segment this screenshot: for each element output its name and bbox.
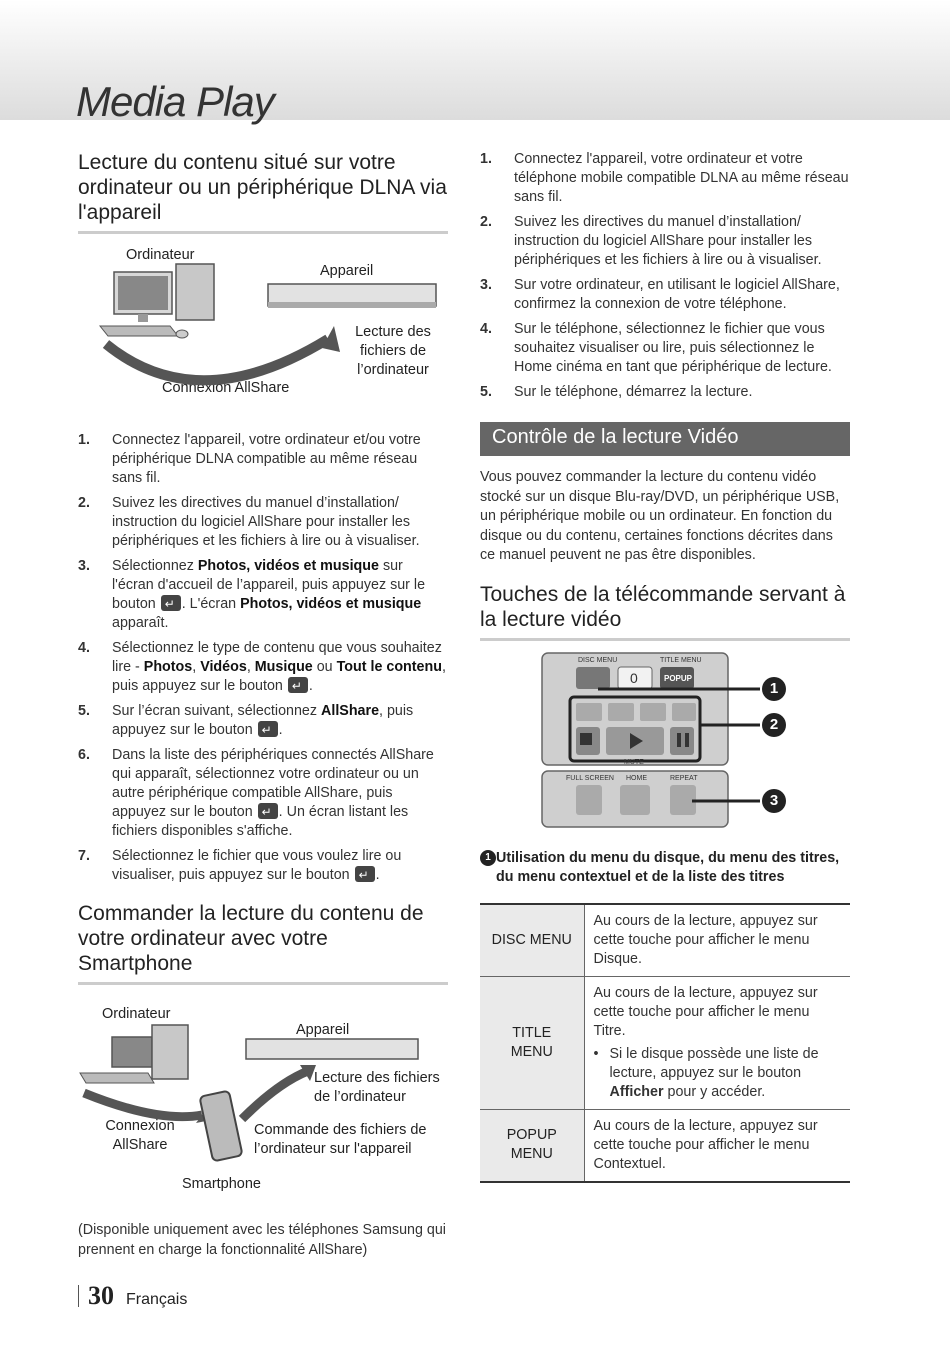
table-value: Au cours de la lecture, appuyez sur cette touche pour afficher le menu Disque. (584, 904, 850, 977)
left-steps-list (78, 431, 448, 885)
diagram-label-connexion: Connexion AllShare (162, 380, 290, 396)
section-title: Lecture du contenu situé sur votre ordinateur ou un périphérique DLNA via l'appareil (78, 150, 448, 234)
diagram-label-lecture: Lecture des fichiers de l’ordinateur (355, 324, 431, 378)
remote-illustration (480, 651, 850, 841)
table-value: Au cours de la lecture, appuyez sur cette touche pour afficher le menu Contextuel. (584, 1109, 850, 1182)
callout-1: 1 (762, 677, 786, 701)
diagram-label-appareil: Appareil (296, 1022, 350, 1038)
availability-note: (Disponible uniquement avec les téléphones Samsung qui prennent en charge la fonctionnalité AllShare) (78, 1222, 446, 1258)
section-banner: Contrôle de la lecture Vidéo (480, 422, 850, 456)
list-item: 4. Sélectionnez le type de contenu que vous souhaitez lire - Photos, Vidéos, Musique ou Tout le contenu, puis appuyez sur le bouton ↵. (78, 639, 448, 696)
list-item: 1. Connectez l'appareil, votre ordinateur et votre téléphone mobile compatible DLNA au même réseau sans fil. (480, 151, 849, 205)
bullet-item: • Si le disque possède une liste de lecture, appuyez sur le bouton Afficher pour y accéder. (593, 1045, 819, 1100)
list-item: 3. Sélectionnez Photos, vidéos et musique sur l'écran d'accueil de l’appareil, puis appuyez sur le bouton ↵. L'écran Photos, vidéos et musique apparaît. (78, 557, 448, 633)
left-column (78, 150, 448, 1260)
skip-forward-button (608, 703, 634, 721)
page-title: Media Play (76, 78, 274, 125)
pause-button (670, 727, 694, 755)
list-item: 5. Sur le téléphone, démarrez la lecture. (480, 384, 753, 400)
section-title: Commander la lecture du contenu de votre ordinateur avec votre Smartphone (78, 901, 448, 985)
home-label: HOME (626, 774, 647, 782)
diagram-label-connexion: Connexion AllShare (105, 1118, 175, 1153)
footer-divider (78, 1285, 79, 1307)
popup-label: POPUP (664, 673, 693, 683)
keyboard-icon (100, 326, 178, 336)
list-item: 6. Dans la liste des périphériques connectés AllShare qui apparaît, sélectionnez votre ordinateur ou un autre périphérique compatible AllShare, puis appuyez sur le bouton ↵. Un écran listant les fichiers disponibles s'affiche. (78, 746, 448, 841)
disc-menu-button (576, 667, 610, 689)
diagram-label-commande: Commande des fichiers de l’ordinateur sur l'appareil (254, 1122, 427, 1157)
list-item: 4. Sur le téléphone, sélectionnez le fichier que vous souhaitez visualiser ou lire, puis sélectionnez le Home cinéma en tant que périphérique de lecture. (480, 321, 832, 375)
table-key: POPUP MENU (480, 1109, 584, 1182)
table-key: DISC MENU (480, 904, 584, 977)
caption: 1 Utilisation du menu du disque, du menu des titres, du menu contextuel et de la liste des titres (480, 849, 850, 887)
enter-button-icon (258, 721, 278, 737)
enter-button-icon (161, 595, 181, 611)
repeat-label: REPEAT (670, 774, 698, 782)
right-steps-list (480, 150, 850, 402)
allshare-diagram (78, 244, 448, 419)
diagram-label-smartphone: Smartphone (182, 1176, 261, 1192)
table-row (480, 1109, 850, 1182)
bluray-player-icon (246, 1039, 418, 1059)
arrow-icon (106, 339, 328, 380)
callout-3: 3 (762, 789, 786, 813)
diagram-label-ordinateur: Ordinateur (102, 1006, 171, 1022)
table-key: TITLE MENU (480, 976, 584, 1109)
table-value: Au cours de la lecture, appuyez sur cette touche pour afficher le menu Titre. • Si le disque possède une liste de lecture, appuyez sur le bouton Afficher pour y accéder. (584, 976, 850, 1109)
computer-tower-icon (176, 264, 214, 320)
home-button (620, 785, 650, 815)
table-row (480, 976, 850, 1109)
list-item: 2. Suivez les directives du manuel d’installation/ instruction du logiciel AllShare pour installer les périphériques et les fichiers à lire ou à visualiser. (78, 495, 420, 549)
intro-paragraph: Vous pouvez commander la lecture du contenu vidéo stocké sur un disque Blu-ray/DVD, un périphérique USB, un périphérique mobile ou un ordinateur. En fonction du disque ou du contenu, certaines fonctions décrites dans ce manuel peuvent ne pas être disponibles. (480, 469, 840, 563)
fast-forward-button (672, 703, 696, 721)
list-item: 7. Sélectionnez le fichier que vous voulez lire ou visualiser, puis appuyez sur le bouton ↵. (78, 847, 448, 885)
skip-back-button (576, 703, 602, 721)
computer-monitor-icon (112, 1037, 152, 1067)
arrow-icon (242, 1071, 308, 1119)
full-screen-button (576, 785, 602, 815)
keyboard-icon (80, 1073, 154, 1083)
list-item: 2. Suivez les directives du manuel d’installation/ instruction du logiciel AllShare pour installer les périphériques et les fichiers à lire ou à visualiser. (480, 214, 822, 268)
right-column (480, 150, 850, 1183)
diagram-illustration (78, 993, 448, 1213)
disc-menu-label: DISC MENU (578, 656, 618, 664)
smartphone-diagram (78, 993, 448, 1213)
menu-table (480, 903, 850, 1183)
diagram-illustration (78, 244, 448, 419)
page-number: 30 (88, 1281, 114, 1310)
callout-2: 2 (762, 713, 786, 737)
diagram-label-lecture: Lecture des fichiers de l’ordinateur (314, 1070, 440, 1105)
list-item: 3. Sur votre ordinateur, en utilisant le logiciel AllShare, confirmez la connexion de votre téléphone. (480, 277, 840, 312)
zero-label: 0 (630, 669, 638, 686)
enter-button-icon (258, 803, 278, 819)
caption-number-icon: 1 (480, 850, 496, 866)
enter-button-icon (288, 677, 308, 693)
diagram-label-ordinateur: Ordinateur (126, 247, 195, 263)
mute-label: MUTE (624, 758, 644, 766)
list-item: 1. Connectez l'appareil, votre ordinateur et/ou votre périphérique DLNA compatible au même réseau sans fil. (78, 432, 421, 486)
smartphone-icon (199, 1091, 242, 1162)
enter-button-icon (355, 866, 375, 882)
diagram-label-appareil: Appareil (320, 263, 374, 279)
full-screen-label: FULL SCREEN (566, 774, 614, 782)
rewind-button (640, 703, 666, 721)
computer-tower-icon (152, 1025, 188, 1079)
list-item: 5. Sur l’écran suivant, sélectionnez AllShare, puis appuyez sur le bouton ↵. (78, 702, 448, 740)
section-title: Touches de la télécommande servant à la lecture vidéo (480, 582, 850, 641)
table-row (480, 904, 850, 977)
title-menu-label: TITLE MENU (660, 656, 702, 664)
footer-language: Français (126, 1291, 188, 1308)
